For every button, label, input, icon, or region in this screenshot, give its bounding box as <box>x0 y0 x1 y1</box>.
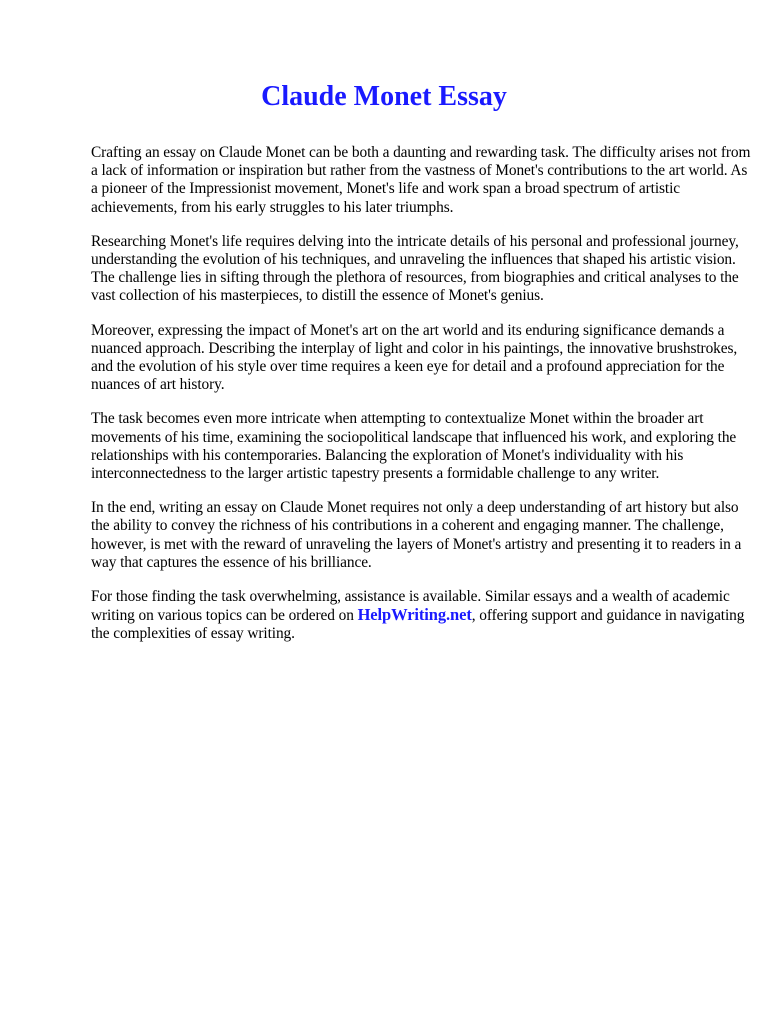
paragraph-5: In the end, writing an essay on Claude Monet requires not only a deep understanding of art history but also the ability to convey the richness of his contributions in a coherent and engaging manner. The challenge, however, is met with the reward of unraveling the layers of Monet's artistry and presenting it to readers in a way that captures the essence of his brilliance. <box>91 499 742 571</box>
paragraph-4: The task becomes even more intricate when attempting to contextualize Monet within the broader art movements of his time, examining the sociopolitical landscape that influenced his work, and exploring the relationships with his contemporaries. Balancing the exploration of Monet's individuality with his interconnectedness to the larger artistic tapestry presents a formidable challenge to any writer. <box>91 410 737 483</box>
paragraph-6-text-before-link: For those finding the task overwhelming, assistance is available. Similar essays and a wealth of academic writing on various topics can be ordered on <box>91 588 730 625</box>
paragraph-6-text-after-link: , offering support and guidance in navigating the complexities of essay writing. <box>91 607 745 643</box>
paragraph-3: Moreover, expressing the impact of Monet's art on the art world and its enduring significance demands a nuanced approach. Describing the interplay of light and color in his paintings, the innovative brushstrokes, and the evolution of his style over time requires a keen eye for detail and a profound appreciation for the nuances of art history. <box>91 321 738 394</box>
helpwriting-link[interactable]: HelpWriting.net <box>357 605 472 625</box>
essay-body <box>91 144 751 660</box>
paragraph-6 <box>91 588 751 644</box>
page-title: Claude Monet Essay <box>261 81 507 112</box>
paragraph-2: Researching Monet's life requires delving into the intricate details of his personal and professional journey, understanding the evolution of his techniques, and unraveling the influences that shaped his artistic vision. The challenge lies in sifting through the plethora of resources, from biographies and critical analyses to the vast collection of his masterpieces, to distill the essence of Monet's genius. <box>91 232 739 305</box>
paragraph-1: Crafting an essay on Claude Monet can be both a daunting and rewarding task. The difficulty arises not from a lack of information or inspiration but rather from the vastness of Monet's contributions to the art world. As a pioneer of the Impressionist movement, Monet's life and work span a broad spectrum of artistic achievements, from his early struggles to his later triumphs. <box>91 144 751 216</box>
